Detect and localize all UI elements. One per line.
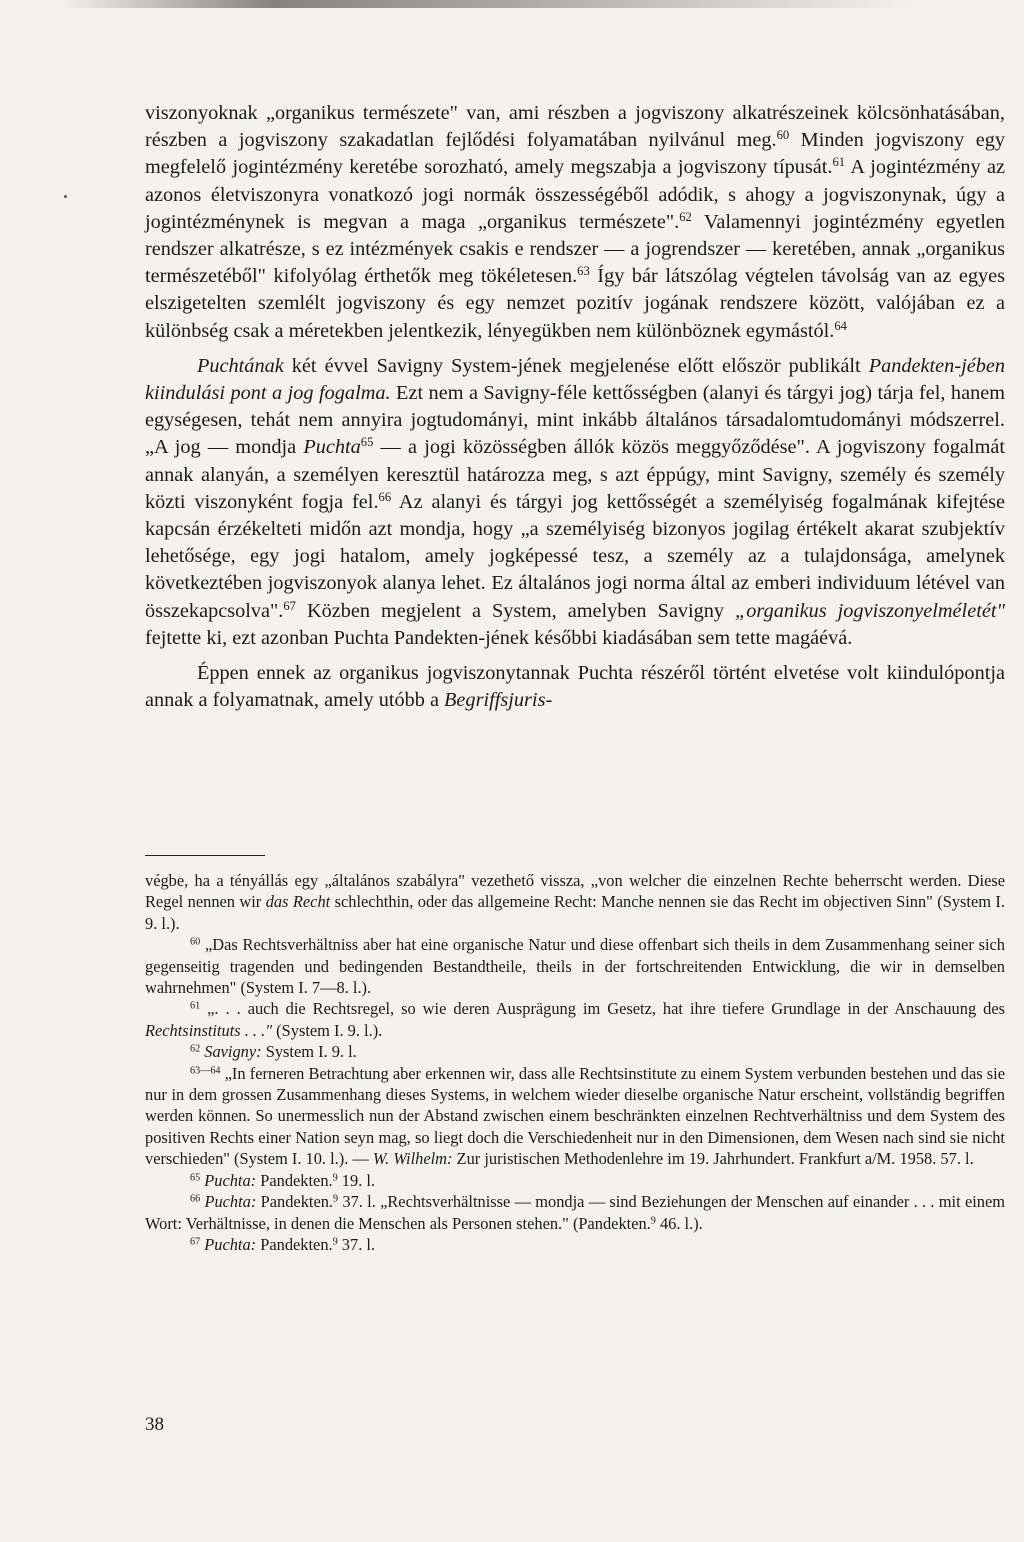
page-number: 38 xyxy=(145,1414,164,1435)
footnote-rule xyxy=(145,855,265,856)
main-text xyxy=(145,100,1005,714)
margin-mark xyxy=(64,195,67,198)
paragraph-1: viszonyoknak „organikus természete" van, ami részben a jogviszony alkatrészeinek kölcsönhatásában, részben a jogviszony szakadatlan fejlődési folyamatában nyilvánul meg.$^{60}$ Minden jogviszony egy megfelelő jogintézmény keretébe sorozható, amely megszabja a jogviszony típusát.$^{61}$ A jogintézmény az azonos életviszonyra vonatkozó jogi normák összességéből adódik, s ahogy a jogviszonynak, úgy a jogintézménynek is megvan a maga „organikus természete".$^{62}$ Valamennyi jogintézmény egyetlen rendszer alkatrésze, s ez intézmények csakis e rendszer — a jogrendszer — keretében, annak „organikus természetéből" kifolyólag érthetők meg tökéletesen.$^{63}$ Így bár látszólag végtelen távolság van az egyes elszigetelten szemlélt jogviszony és egy nemzet pozitív jogának rendszere között, valójában ez a különbség csak a méretekben jelentkezik, lényegükben nem különböznek egymástól.$^{64}$ xyxy=(145,102,1006,342)
footnote-61: $^{61}$ „. . . auch die Rechtsregel, so wie deren Ausprägung im Gesetz, hat ihre tiefere Grundlage in der Anschauung des Rechtsinstituts . . ." (System I. 9. l.). xyxy=(145,999,1005,1040)
footnote-66: $^{66}$ Puchta: Pandekten.$^9$ 37. l. „Rechtsverhältnisse — mondja — sind Beziehungen der Menschen auf einander . . . mit einem Wort: Verhältnisse, in denen die Menschen als Personen stehen." (Pandekten.$^9$ 46. l.). xyxy=(145,1192,1005,1233)
footnote-60: $^{60}$ „Das Rechtsverhältniss aber hat eine organische Natur und diese offenbart sich theils in dem Zusammenhang seiner sich gegenseitig tragenden und bedingenden Bestandtheile, theils in der fortschreitenden Entwicklung, die wir in demselben wahrnehmen" (System I. 7—8. l.). xyxy=(145,935,1005,998)
footnote-67: $^{67}$ Puchta: Pandekten.$^9$ 37. l. xyxy=(190,1234,376,1254)
footnote-62: $^{62}$ Savigny: System I. 9. l. xyxy=(190,1042,357,1062)
footnote-65: $^{65}$ Puchta: Pandekten.$^9$ 19. l. xyxy=(190,1170,376,1190)
paragraph-2: Puchtának két évvel Savigny System-jének megjelenése előtt először publikált Pandekten-jében kiindulási pont a jog fogalma. Ezt nem a Savigny-féle kettősségben (alanyi és tárgyi jog) tárja fel, hanem egységesen, tehát nem annyira jogtudományi, mint inkább általános társadalomtudományi módszerrel. „A jog — mondja Puchta$^{65}$ — a jogi közösségben állók közös meggyőződése". A jogviszony fogalmát annak alanyán, a személyen keresztül határozza meg, s azt éppúgy, mint Savigny, személy és személy közti viszonyként fogja fel.$^{66}$ Az alanyi és tárgyi jog kettősségét a személyiség fogalmának kifejtése kapcsán érzékelteti midőn azt mondja, hogy „a személyiség bizonyos jogilag értékelt akarat szubjektív lehetősége, egy jogi hatalom, amely jogképessé tesz, a személy az a tulajdonsága, amelynek következtében jogviszonyok alanya lehet. Ez általános jogi norma által az emberi individuum létével van összekapcsolva".$^{67}$ Közben megjelent a System, amelyben Savigny „organikus jogviszonyelméletét" fejtette ki, ezt azonban Puchta Pandekten-jének későbbi kiadásában sem tette magáévá. xyxy=(145,354,1006,649)
scan-edge-smudge xyxy=(60,0,920,8)
paragraph-3: Éppen ennek az organikus jogviszonytannak Puchta részéről történt elvetése volt kiindulópontja annak a folyamatnak, amely utóbb a Begriffsjuris- xyxy=(145,662,1005,712)
footnotes xyxy=(145,870,1005,1255)
footnote-63-64: $^{63—64}$ „In ferneren Betrachtung aber erkennen wir, dass alle Rechtsinstitute zu einem System verbunden bestehen und das sie nur in dem grossen Zusammenhang dieses Systems, in welchem wieder dieselbe organische Natur erscheint, vollständig begriffen werden können. So unermesslich nun der Abstand zwischen einem beschränkten einzelnen Rechtverhältniss und dem System des positiven Rechts einer Nation seyn mag, so liegt doch die Verschiedenheit nur in den Dimensionen, dem Wesen nach sind sie nicht verschieden" (System I. 10. l.). — W. Wilhelm: Zur juristischen Methodenlehre im 19. Jahrhundert. Frankfurt a/M. 1958. 57. l. xyxy=(145,1063,1005,1169)
footnote-continuation: végbe, ha a tényállás egy „általános szabályra" vezethető vissza, „von welcher die einzelnen Rechte beherrscht werden. Diese Regel nennen wir das Recht schlechthin, oder das allgemeine Recht: Manche nennen sie das Recht im objectiven Sinn" (System I. 9. l.). xyxy=(145,871,1005,933)
